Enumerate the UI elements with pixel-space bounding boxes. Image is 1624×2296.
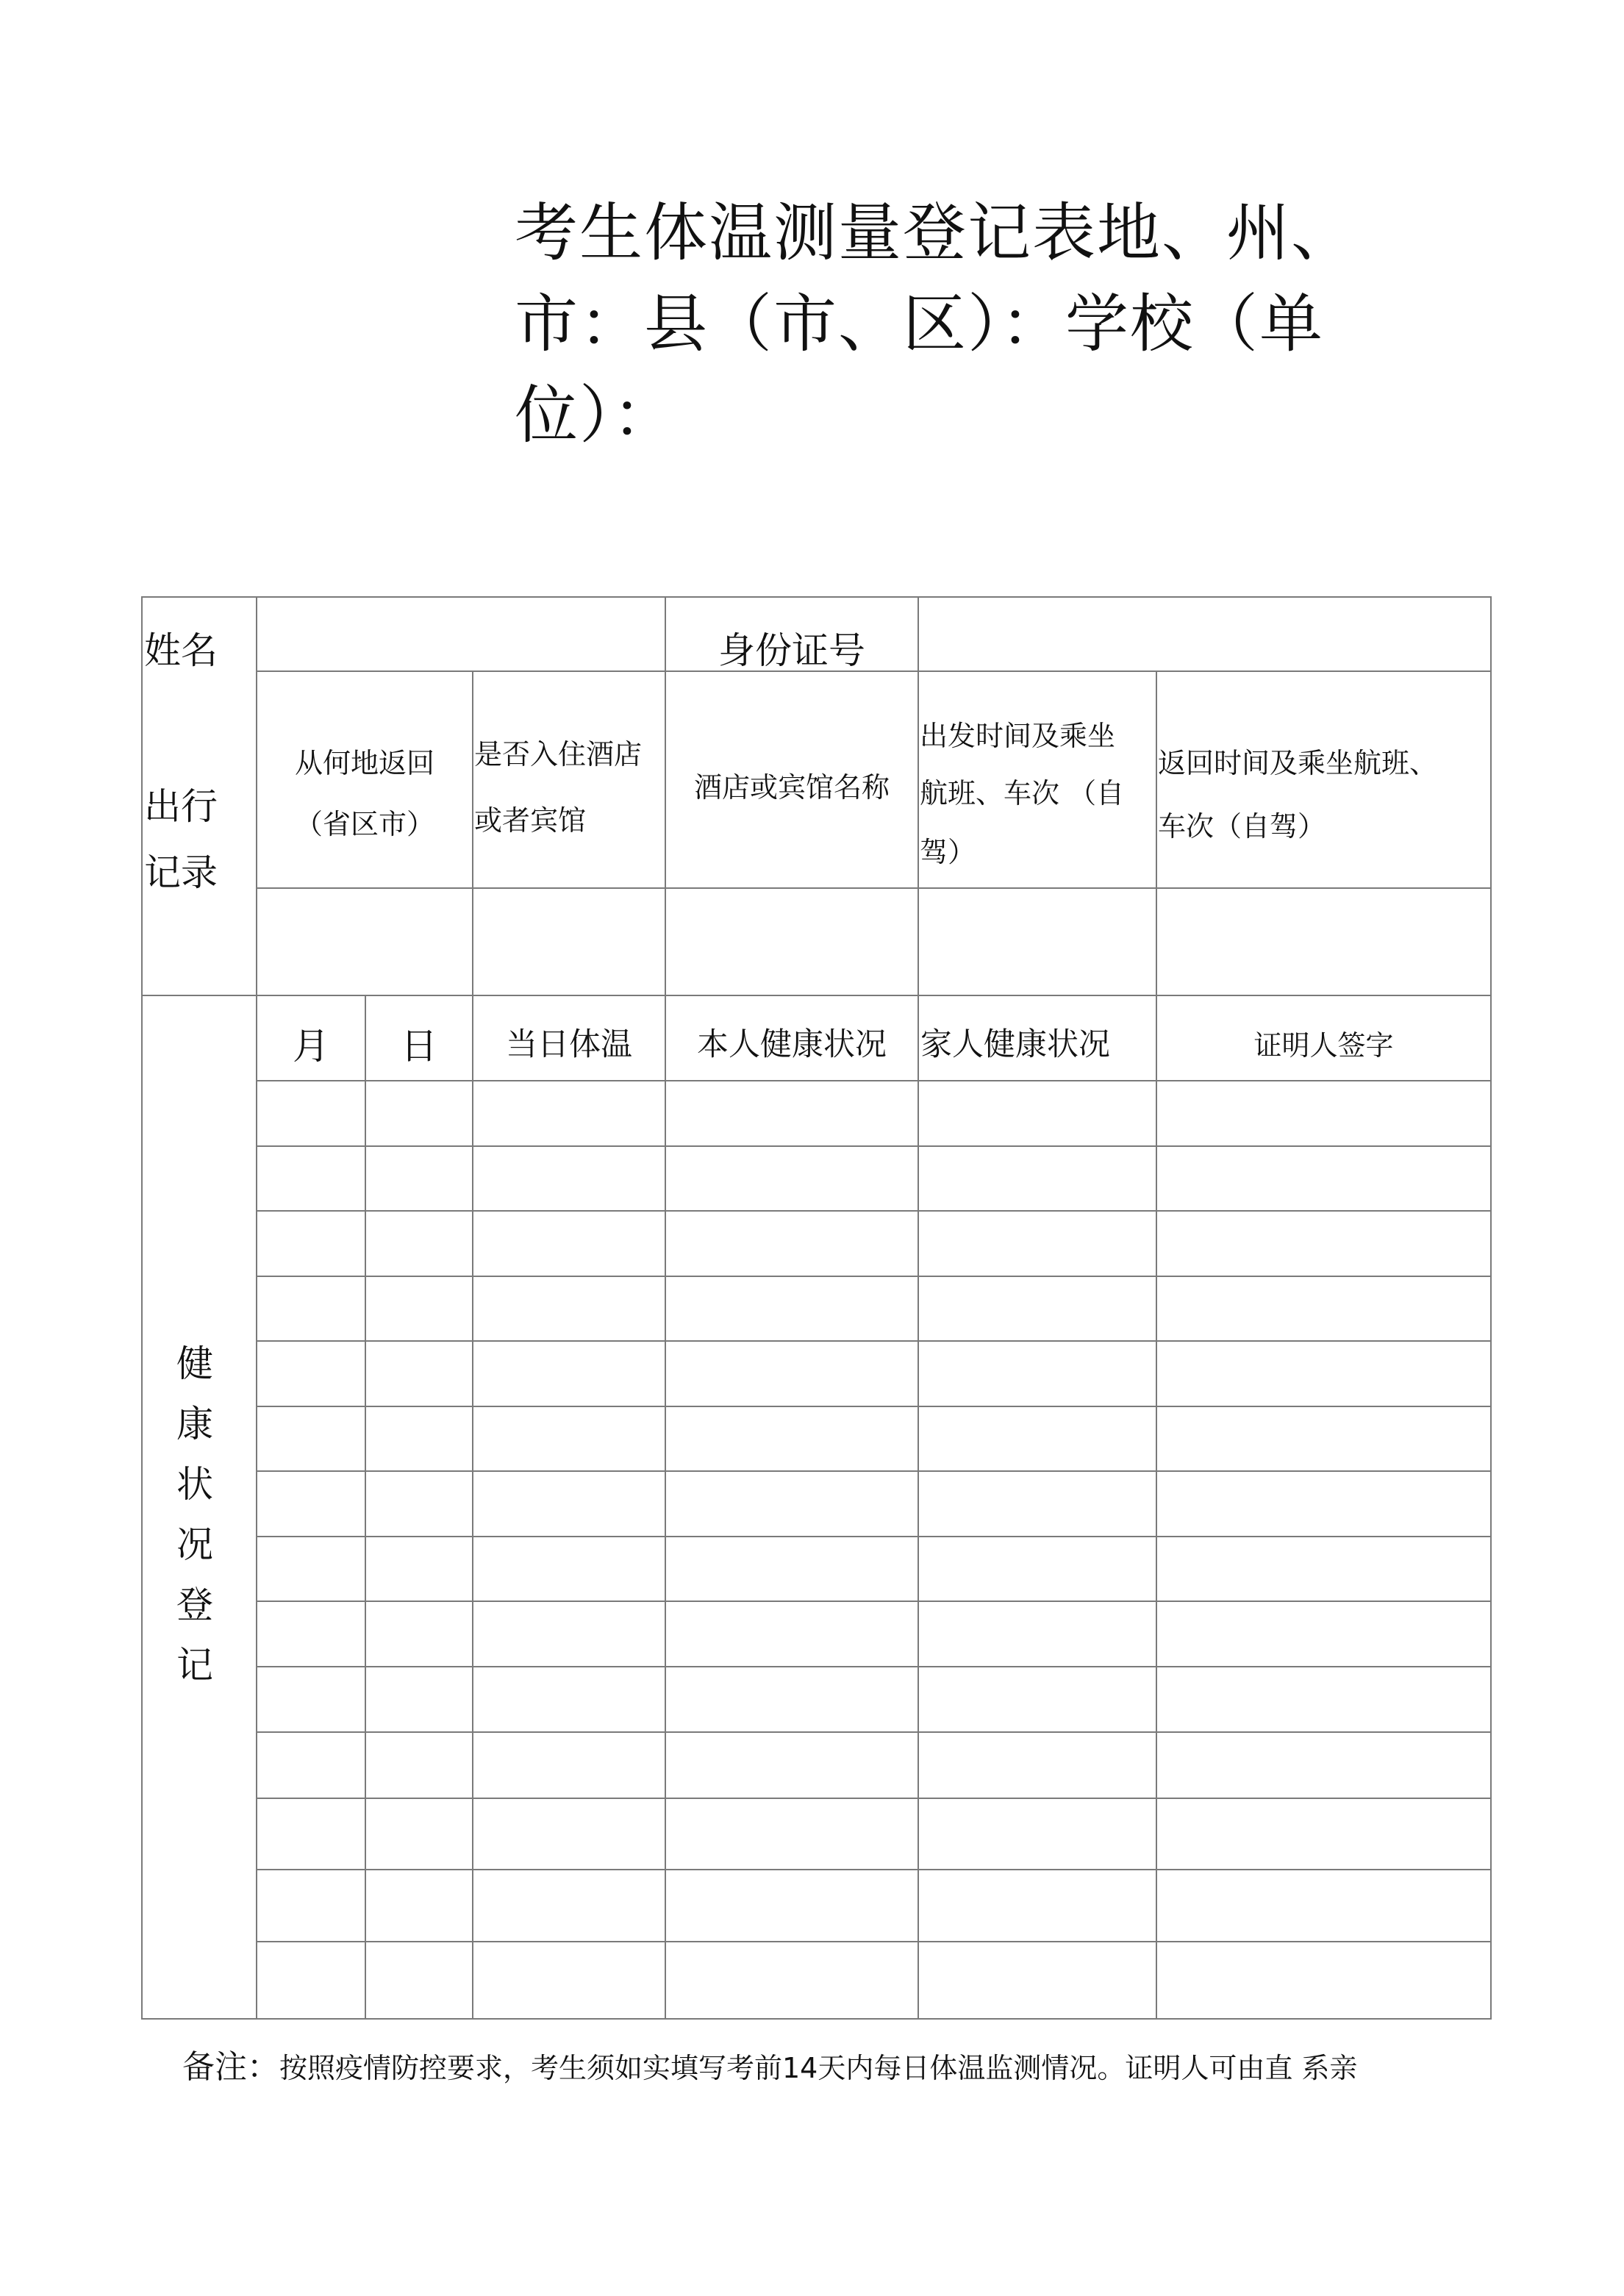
witness-signature-header: 证明人签字 — [1253, 1029, 1394, 1062]
month-header: 月 — [293, 1025, 329, 1067]
travel-section-label-2: 记录 — [144, 851, 218, 894]
departure-header-1: 出发时间及乘坐 — [920, 720, 1116, 752]
day-header: 日 — [401, 1025, 437, 1067]
health-section-char-6: 记 — [176, 1644, 213, 1687]
title-line-1: 考生体温测量登记表地、州、 — [515, 196, 1356, 270]
departure-header-3: 驾） — [920, 836, 976, 868]
id-number-label: 身份证号 — [718, 629, 865, 672]
personal-health-header: 本人健康状况 — [697, 1026, 887, 1063]
departure-header-2: 航班、车次 （自 — [920, 777, 1125, 809]
health-section-char-2: 康 — [176, 1403, 213, 1445]
travel-section-label-1: 出行 — [144, 785, 218, 828]
footnote — [182, 2040, 1357, 2087]
return-header-2: 车次（自驾） — [1158, 810, 1326, 843]
from-where-header-2: （省区市） — [294, 808, 434, 840]
health-section-char-4: 况 — [176, 1523, 213, 1566]
name-label: 姓名 — [144, 629, 218, 672]
health-section-char-3: 状 — [176, 1463, 213, 1506]
title-line-3: 位）： — [515, 379, 677, 452]
footnote-lead: 备注： — [182, 2048, 279, 2086]
hotel-stay-header-2: 或者宾馆 — [474, 804, 587, 837]
daily-temperature-header: 当日体温 — [506, 1026, 632, 1063]
from-where-header-1: 从何地返回 — [294, 747, 434, 779]
health-section-char-1: 健 — [176, 1342, 213, 1385]
footnote-text: 按照疫情防控要求，考生须如实填写考前14天内每日体温监测情况。证明人可由直 系亲 — [279, 2052, 1358, 2084]
hotel-stay-header-1: 是否入住酒店 — [474, 738, 643, 770]
family-health-header: 家人健康状况 — [920, 1026, 1110, 1063]
title-line-2: 市：县（市、区）：学校（单 — [515, 287, 1324, 361]
hotel-name-header: 酒店或宾馆名称 — [693, 771, 890, 804]
health-section-char-5: 登 — [176, 1584, 213, 1626]
return-header-1: 返回时间及乘坐航班、 — [1158, 747, 1438, 779]
